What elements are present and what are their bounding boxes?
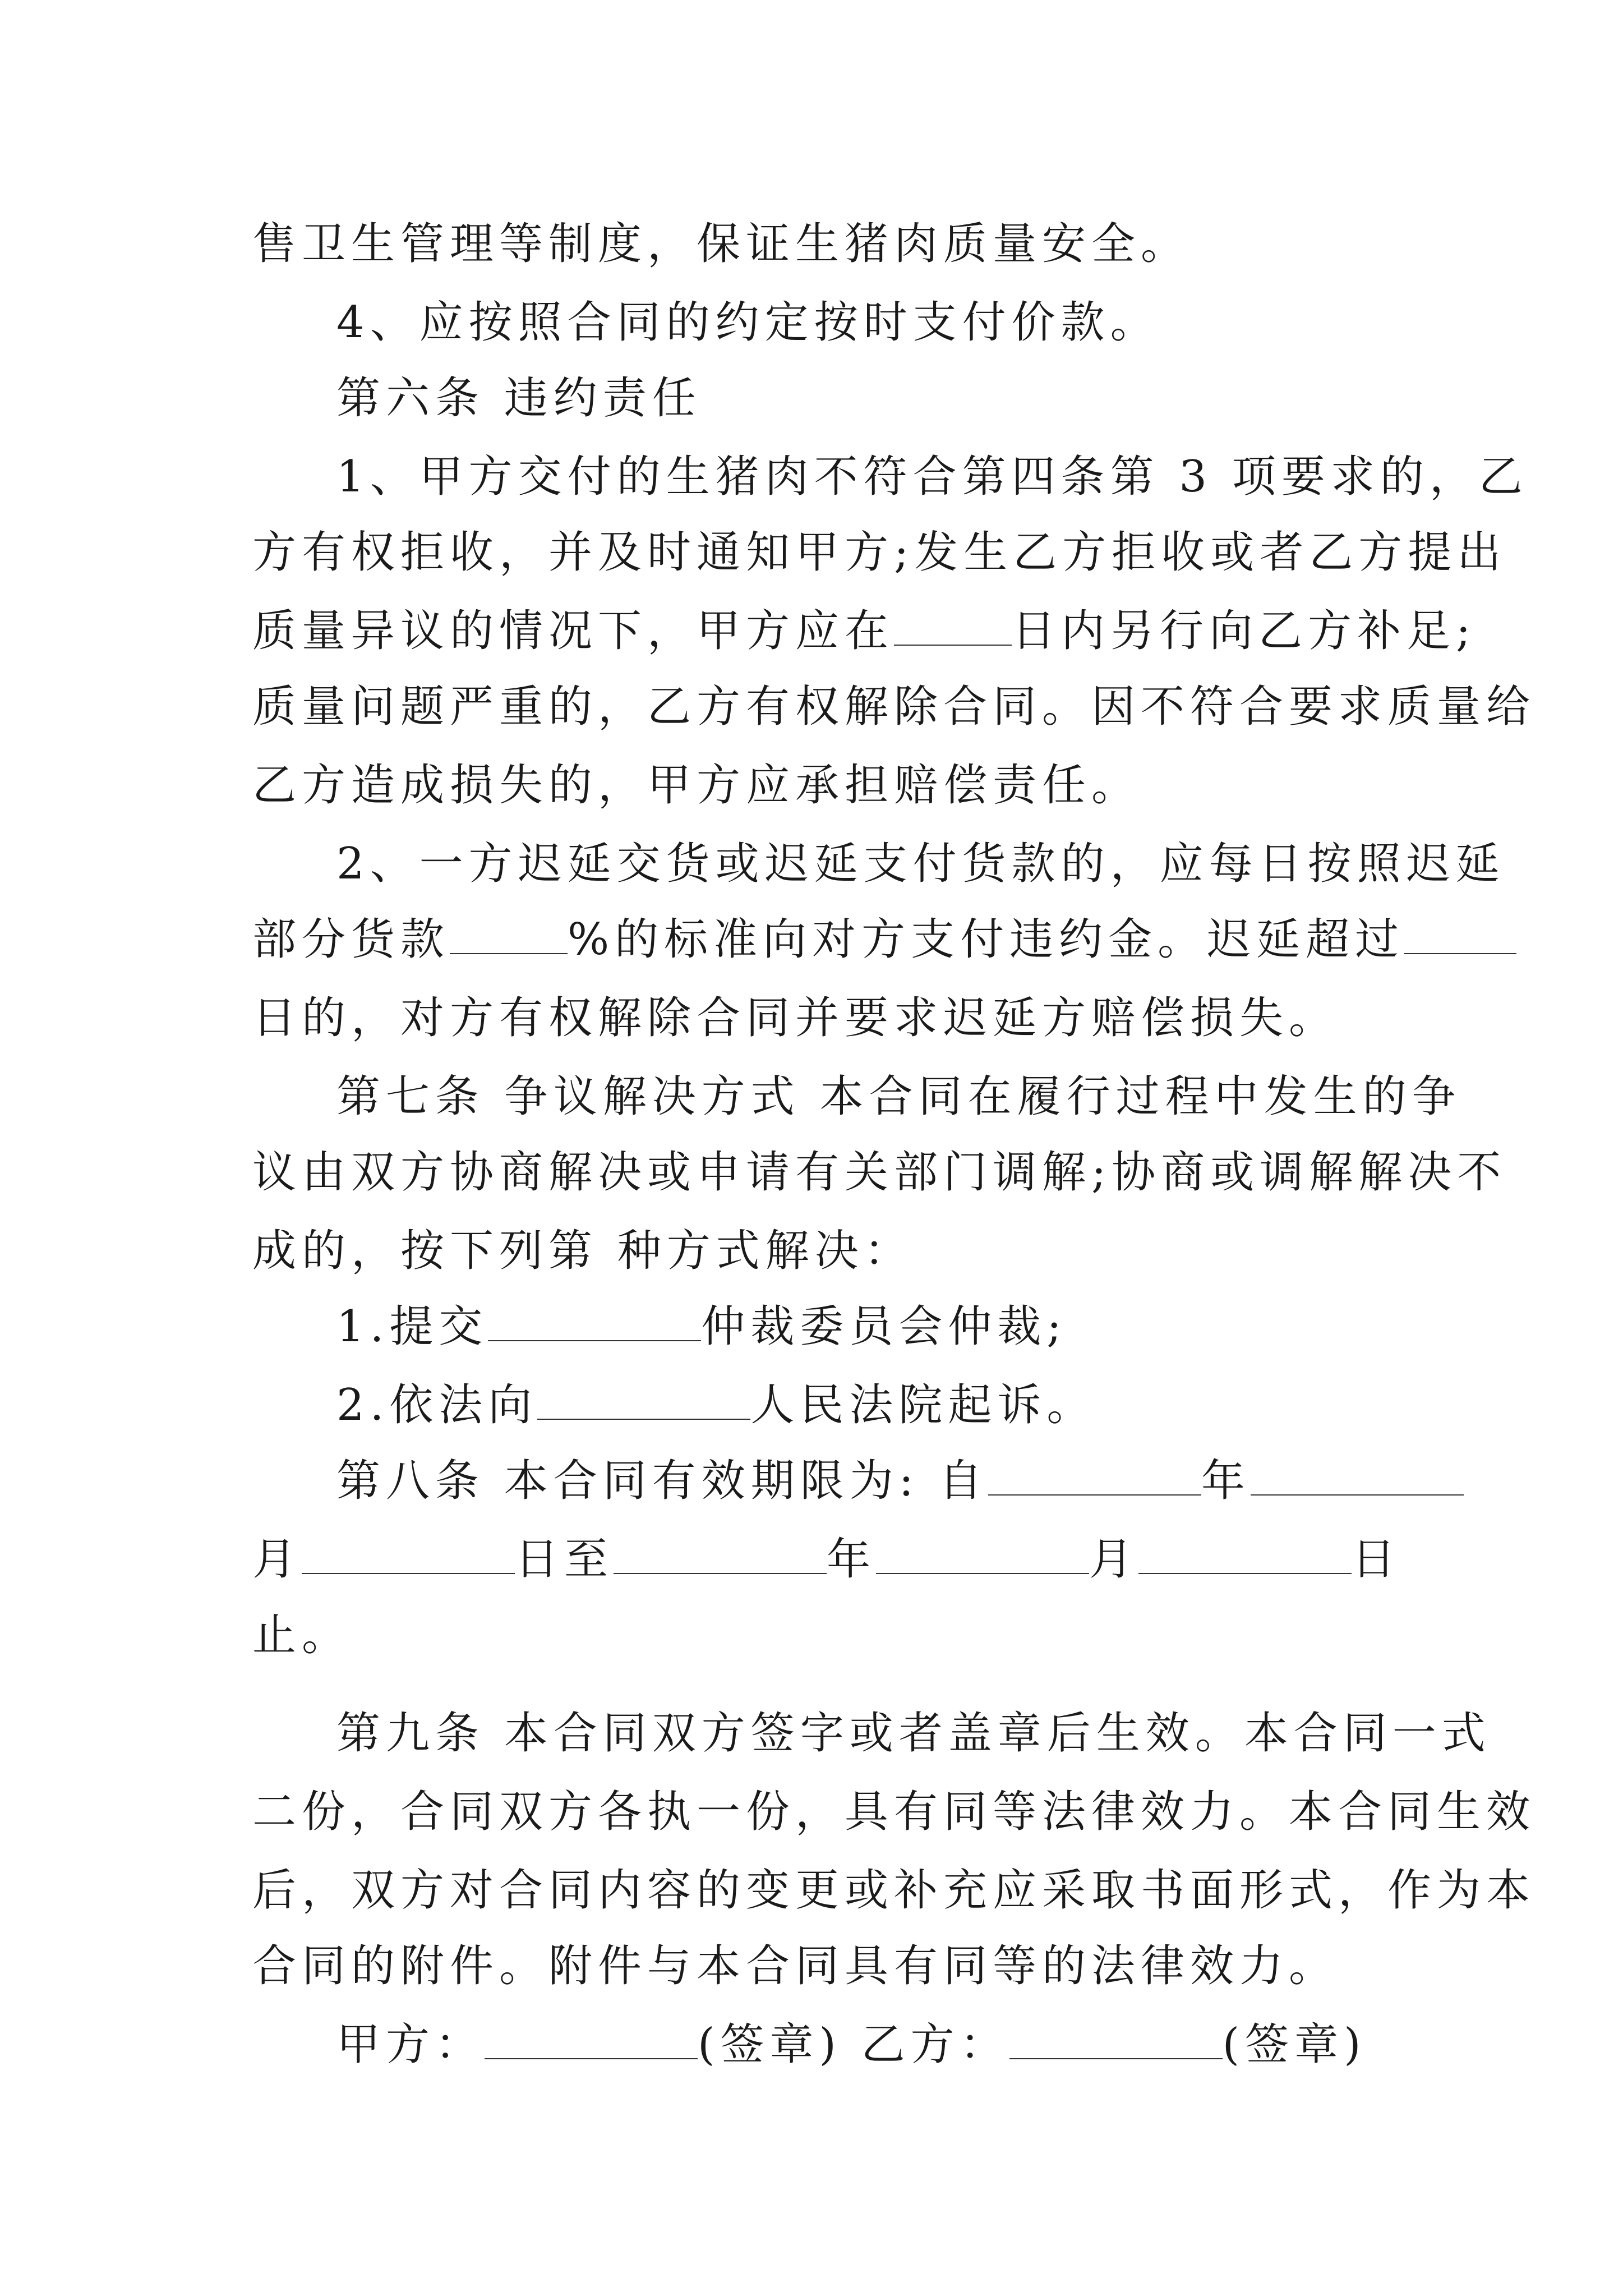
text: 1、甲方交付的生猪肉不符合第四条第 3 项要求的，乙 [336, 452, 1528, 502]
blank-field [1404, 917, 1516, 954]
paragraph-line [252, 757, 1396, 813]
blank-field [894, 609, 1012, 646]
text: 方有权拒收，并及时通知甲方;发生乙方拒收或者乙方提出 [252, 527, 1507, 578]
blank-field [537, 1383, 750, 1420]
text: 1.提交 [336, 1301, 488, 1352]
paragraph-line [252, 1223, 1396, 1279]
text: 止。 [252, 1610, 352, 1660]
blank-field [450, 917, 568, 954]
blank-field [614, 1537, 827, 1574]
paragraph-line [252, 524, 1507, 581]
text: 议由双方协商解决或申请有关部门调解;协商或调解解决不 [252, 1147, 1507, 1198]
text: 月 [1089, 1534, 1139, 1585]
text: 售卫生管理等制度，保证生猪肉质量安全。 [252, 219, 1191, 269]
blank-field [876, 1537, 1089, 1574]
party-a-signature-blank [485, 2022, 698, 2059]
text: 2、一方迟延交货或迟延支付货款的，应每日按照迟延 [336, 839, 1505, 889]
text: 二份，合同双方各执一份，具有同等法律效力。本合同生效 [252, 1787, 1536, 1837]
section-heading [336, 1069, 1461, 1125]
blank-field [988, 1458, 1201, 1496]
paragraph-line [252, 990, 1396, 1046]
text: 日内另行向乙方补足; [1012, 606, 1477, 656]
blank-field [488, 1304, 701, 1341]
paragraph-line [252, 1607, 1396, 1663]
paragraph-line [336, 295, 1396, 351]
text: 月 [252, 1534, 302, 1585]
text: 年 [827, 1534, 877, 1585]
paragraph-line [252, 1938, 1396, 1994]
text: 2.依法向 [336, 1380, 538, 1430]
blank-field [1138, 1537, 1352, 1574]
text: 乙方造成损失的，甲方应承担赔偿责任。 [252, 760, 1141, 811]
paragraph-line [336, 836, 1505, 892]
text: 日 [1352, 1534, 1401, 1585]
text: 仲裁委员会仲裁; [701, 1301, 1067, 1352]
signature-line [336, 2017, 1396, 2073]
blank-field [302, 1537, 515, 1574]
paragraph-line [252, 1144, 1507, 1200]
seal-label: (签章) [1222, 2019, 1367, 2070]
text: 质量问题严重的，乙方有权解除合同。因不符合要求质量给 [252, 682, 1536, 732]
text: 部分货款 [252, 914, 450, 965]
section-heading [336, 370, 1396, 426]
text: 第八条 本合同有效期限为: 自 [336, 1456, 988, 1506]
paragraph-line [336, 1377, 1396, 1433]
text: 年 [1201, 1456, 1251, 1506]
text: 第六条 违约责任 [336, 373, 702, 424]
text: 人民法院起诉。 [750, 1380, 1096, 1430]
party-b-signature-blank [1009, 2022, 1223, 2059]
section-heading [336, 1705, 1491, 1761]
text: 第七条 争议解决方式 本合同在履行过程中发生的争 [336, 1071, 1461, 1122]
paragraph-line [252, 679, 1536, 735]
paragraph-line [336, 1299, 1396, 1355]
text: 日的，对方有权解除合同并要求迟延方赔偿损失。 [252, 993, 1339, 1043]
text: 质量异议的情况下，甲方应在 [252, 606, 895, 656]
paragraph-line [252, 216, 1396, 272]
party-a-label: 甲方： [336, 2019, 485, 2070]
text: 后，双方对合同内容的变更或补充应采取书面形式，作为本 [252, 1865, 1536, 1916]
text: 4、应按照合同的约定按时支付价款。 [336, 297, 1160, 348]
paragraph-line [336, 449, 1528, 505]
paragraph-line [252, 1862, 1536, 1918]
text: 第九条 本合同双方签字或者盖章后生效。本合同一式 [336, 1708, 1491, 1759]
paragraph-line [252, 1784, 1536, 1840]
paragraph-line [252, 1531, 1401, 1588]
blank-field [1251, 1458, 1464, 1496]
party-b-label: (签章) 乙方： [698, 2019, 1009, 2070]
text: 成的，按下列第 种方式解决： [252, 1226, 914, 1276]
paragraph-line [252, 912, 1405, 968]
text: 合同的附件。附件与本合同具有同等的法律效力。 [252, 1941, 1339, 1991]
text: %的标准向对方支付违约金。迟延超过 [568, 914, 1405, 965]
text: 日至 [515, 1534, 614, 1585]
section-heading [336, 1453, 1396, 1509]
paragraph-line [252, 603, 1477, 659]
